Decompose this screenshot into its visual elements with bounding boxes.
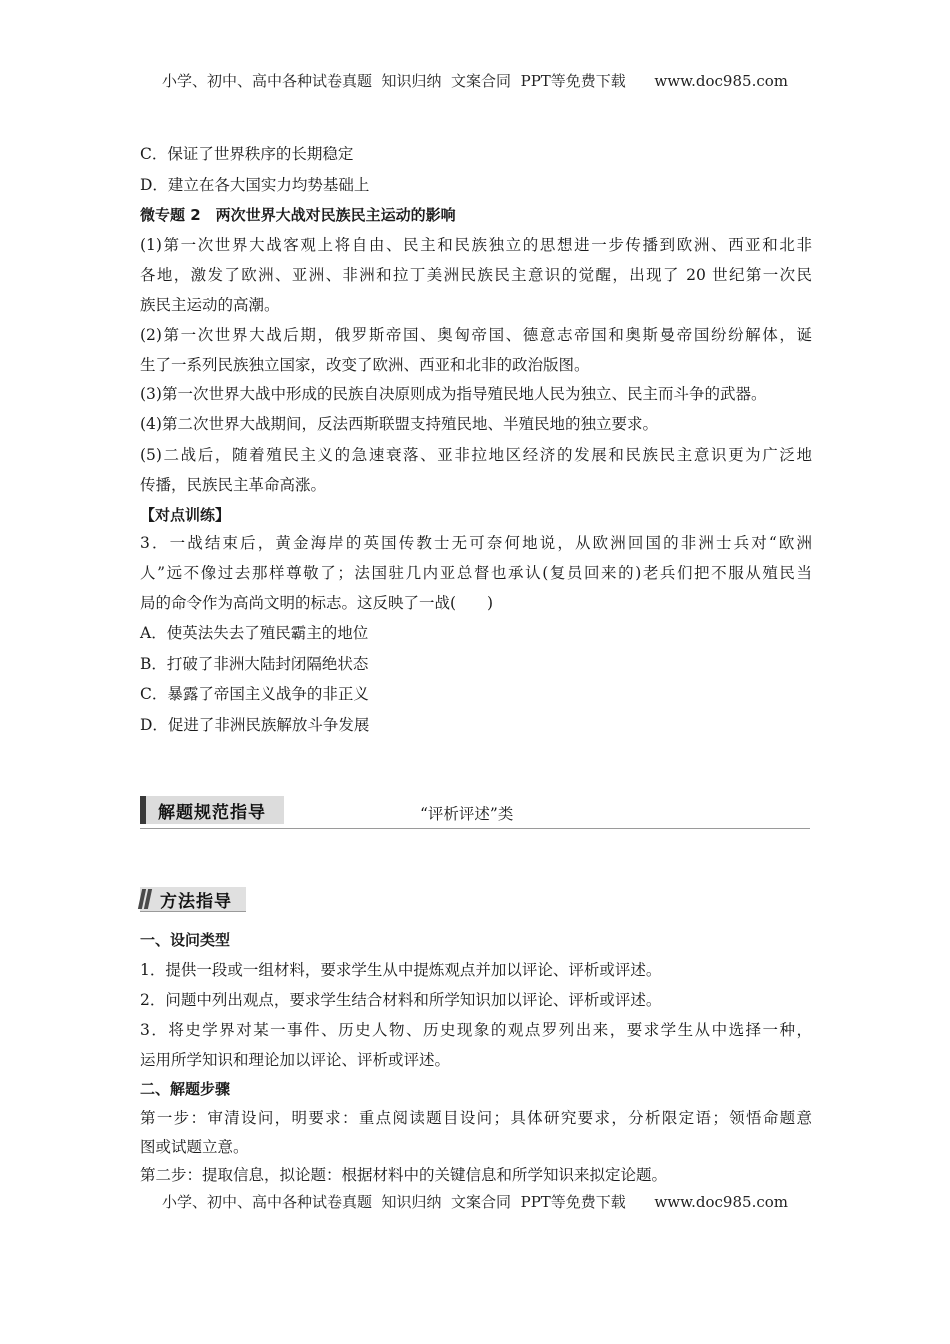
section-divider bbox=[140, 828, 810, 829]
method-heading-2: 二、解题步骤 bbox=[140, 1080, 231, 1098]
banner-bar-icon bbox=[140, 796, 146, 824]
method-item-3-line2: 运用所学知识和理论加以评论、评析或评述。 bbox=[140, 1051, 451, 1069]
method-item-3-line1: 3．将史学界对某一事件、历史人物、历史现象的观点罗列出来，要求学生从中选择一种， bbox=[140, 1021, 812, 1039]
method-item-2: 2．问题中列出观点，要求学生结合材料和所学知识加以评论、评析或评述。 bbox=[140, 991, 662, 1009]
topic2-p4: (4)第二次世界大战期间，反法西斯联盟支持殖民地、半殖民地的独立要求。 bbox=[140, 415, 658, 433]
topic2-p1-line2: 各地，激发了欧洲、亚洲、非洲和拉丁美洲民族民主意识的觉醒，出现了 20 世纪第一次民 bbox=[140, 266, 812, 284]
topic2-p1-line1: (1)第一次世界大战客观上将自由、民主和民族独立的思想进一步传播到欧洲、西亚和北非 bbox=[140, 236, 812, 254]
banner-stripes-icon bbox=[140, 889, 150, 909]
topic2-p2-line1: (2)第一次世界大战后期，俄罗斯帝国、奥匈帝国、德意志帝国和奥斯曼帝国纷纷解体，诞 bbox=[140, 326, 812, 344]
option-a: A．使英法失去了殖民霸主的地位 bbox=[140, 624, 369, 642]
topic2-p1-line3: 族民主运动的高潮。 bbox=[140, 296, 280, 314]
step1-line1: 第一步：审清设问，明要求：重点阅读题目设问；具体研究要求，分析限定语；领悟命题意 bbox=[140, 1109, 812, 1127]
option-c: C．暴露了帝国主义战争的非正义 bbox=[140, 685, 369, 703]
question-line2: 人”远不像过去那样尊敬了；法国驻几内亚总督也承认(复员回来的)老兵们把不服从殖民当 bbox=[140, 564, 812, 582]
step1-line2: 图或试题立意。 bbox=[140, 1138, 249, 1156]
topic2-p5-line1: (5)二战后，随着殖民主义的急速衰落、亚非拉地区经济的发展和民族民主意识更为广泛地 bbox=[140, 446, 812, 464]
section-banner bbox=[140, 796, 284, 824]
option-c-prev: C．保证了世界秩序的长期稳定 bbox=[140, 145, 354, 163]
section-subtitle: “评析评述”类 bbox=[420, 805, 514, 823]
method-banner bbox=[140, 887, 246, 911]
page-header: 小学、初中、高中各种试卷真题 知识归纳 文案合同 PPT等免费下载 www.doc985.com bbox=[161, 72, 788, 90]
option-d: D．促进了非洲民族解放斗争发展 bbox=[140, 716, 370, 734]
method-divider bbox=[140, 911, 246, 912]
section-banner-title: 解题规范指导 bbox=[158, 802, 266, 823]
option-d-prev: D．建立在各大国实力均势基础上 bbox=[140, 176, 370, 194]
method-banner-title: 方法指导 bbox=[160, 891, 232, 912]
option-b: B．打破了非洲大陆封闭隔绝状态 bbox=[140, 655, 369, 673]
step2: 第二步：提取信息，拟论题：根据材料中的关键信息和所学知识来拟定论题。 bbox=[140, 1166, 668, 1184]
topic2-p2-line2: 生了一系列民族独立国家，改变了欧洲、西亚和北非的政治版图。 bbox=[140, 356, 590, 374]
topic2-p5-line2: 传播，民族民主革命高涨。 bbox=[140, 476, 327, 494]
topic2-p3: (3)第一次世界大战中形成的民族自决原则成为指导殖民地人民为独立、民主而斗争的武器。 bbox=[140, 385, 767, 403]
practice-label: 【对点训练】 bbox=[140, 506, 231, 524]
topic2-title: 微专题 2 两次世界大战对民族民主运动的影响 bbox=[140, 206, 456, 224]
question-line3: 局的命令作为高尚文明的标志。这反映了一战( ) bbox=[140, 594, 494, 612]
method-heading-1: 一、设问类型 bbox=[140, 931, 231, 949]
page-footer: 小学、初中、高中各种试卷真题 知识归纳 文案合同 PPT等免费下载 www.doc985.com bbox=[161, 1193, 788, 1211]
method-item-1: 1．提供一段或一组材料，要求学生从中提炼观点并加以评论、评析或评述。 bbox=[140, 961, 662, 979]
question-line1: 3．一战结束后，黄金海岸的英国传教士无可奈何地说，从欧洲回国的非洲士兵对“欧洲 bbox=[140, 534, 812, 552]
